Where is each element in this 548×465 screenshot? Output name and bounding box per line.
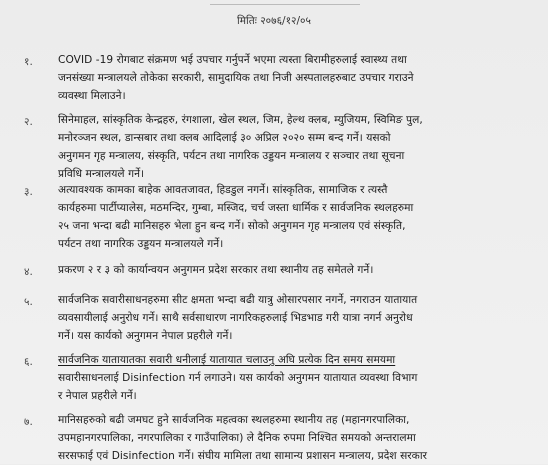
item-text-line: अनुगमन गृह मन्त्रालय, संस्कृति, पर्यटन तथा नागरिक उड्डयन मन्त्रालय र सञ्चार तथा सूचना (58, 150, 405, 162)
item-text-line: कार्यहरुमा पार्टीप्यालेस, मठमन्दिर, गुम्बा, मस्जिद, चर्च जस्ता धार्मिक र सार्वजनिक स्थलहरुमा (58, 202, 414, 214)
item-text-line: सवारीसाधनलाई Disinfection गर्न लगाउने। यस कार्यको अनुगमन यातायात व्यवस्था विभाग (58, 372, 418, 384)
item-text-line: व्यवसायीलाई अनुरोध गर्ने। साथै सर्वसाधारण नागरिकहरुलाई भिडभाड गरी यात्रा नगर्न अनुरोध (58, 312, 413, 324)
item-text-line: प्रविधि मन्त्रालयले गर्ने। (58, 168, 145, 180)
item-number: ६. (24, 356, 33, 368)
item-number: १. (24, 56, 33, 68)
item-text-line: COVID -19 रोगबाट संक्रमण भई उपचार गर्नुपर्ने भएमा त्यस्ता बिरामीहरुलाई स्वास्थ्य तथा (58, 54, 407, 66)
item-number: ५. (24, 296, 33, 308)
item-text-line: अत्यावश्यक कामका बाहेक आवतजावत, हिडडुल नगर्ने। सांस्कृतिक, सामाजिक र त्यस्तै (58, 184, 388, 196)
item-text-line: गर्ने। यस कार्यको अनुगमन नेपाल प्रहरीले गर्ने। (58, 330, 233, 342)
item-text-line: सरसफाई एवं Disinfection गर्ने। संघीय मामिला तथा सामान्य प्रशासन मन्त्रालय, प्रदेश सरकार (58, 450, 427, 462)
item-number: ७. (24, 416, 33, 428)
item-text-line: पर्यटन तथा नागरिक उड्डयन मन्त्रालयले गर्ने। (58, 238, 224, 250)
item-text-line: मानिसहरुको बढी जमघट हुने सार्वजनिक महत्वका स्थलहरुमा स्थानीय तह (महानगरपालिका, (58, 414, 410, 426)
item-text-line: र नेपाल प्रहरीले गर्ने। (58, 390, 137, 402)
document-date: मितिः २०७६/१२/०५ (237, 15, 311, 27)
item-text-line: जनसंख्या मन्त्रालयले तोकेका सरकारी, सामुदायिक तथा निजी अस्पतालहरुबाट उपचार गराउने (58, 72, 414, 84)
item-number: ३. (24, 186, 33, 198)
item-text-line: प्रकरण २ र ३ को कार्यान्वयन अनुगमन प्रदेश सरकार तथा स्थानीय तह समेतले गर्ने। (58, 264, 374, 276)
item-number: ४. (24, 266, 33, 278)
item-text-line: सार्वजनिक यातायातका सवारी धनीलाई यातायात चलाउनु अघि प्रत्येक दिन समय समयमा (58, 354, 396, 366)
item-text-line: व्यवस्था मिलाउने। (58, 90, 126, 102)
item-text-line: उपमहानगरपालिका, नगरपालिका र गाउँपालिका) ले दैनिक रुपमा निश्चित समयको अन्तरालमा (58, 432, 416, 444)
header-rule (210, 0, 360, 5)
item-number: २. (24, 116, 33, 128)
item-text-line: २५ जना भन्दा बढी मानिसहरु भेला हुन बन्द गर्ने। सोको अनुगमन गृह मन्त्रालय एवं संस्कृति, (58, 220, 406, 232)
item-text-line: सिनेमाहल, सांस्कृतिक केन्द्रहरु, रंगशाला, खेल स्थल, जिम, हेल्थ क्लब, म्युजियम, स्विमिङ पुल, (58, 114, 423, 126)
item-text-line: मनोरञ्जन स्थल, डान्सबार तथा क्लब आदिलाई ३० अप्रिल २०२० सम्म बन्द गर्ने। यसको (58, 132, 391, 144)
item-text-line: सार्वजनिक सवारीसाधनहरुमा सीट क्षमता भन्दा बढी यात्रु ओसारपसार नगर्ने, नगराउन यातायात (58, 294, 418, 306)
